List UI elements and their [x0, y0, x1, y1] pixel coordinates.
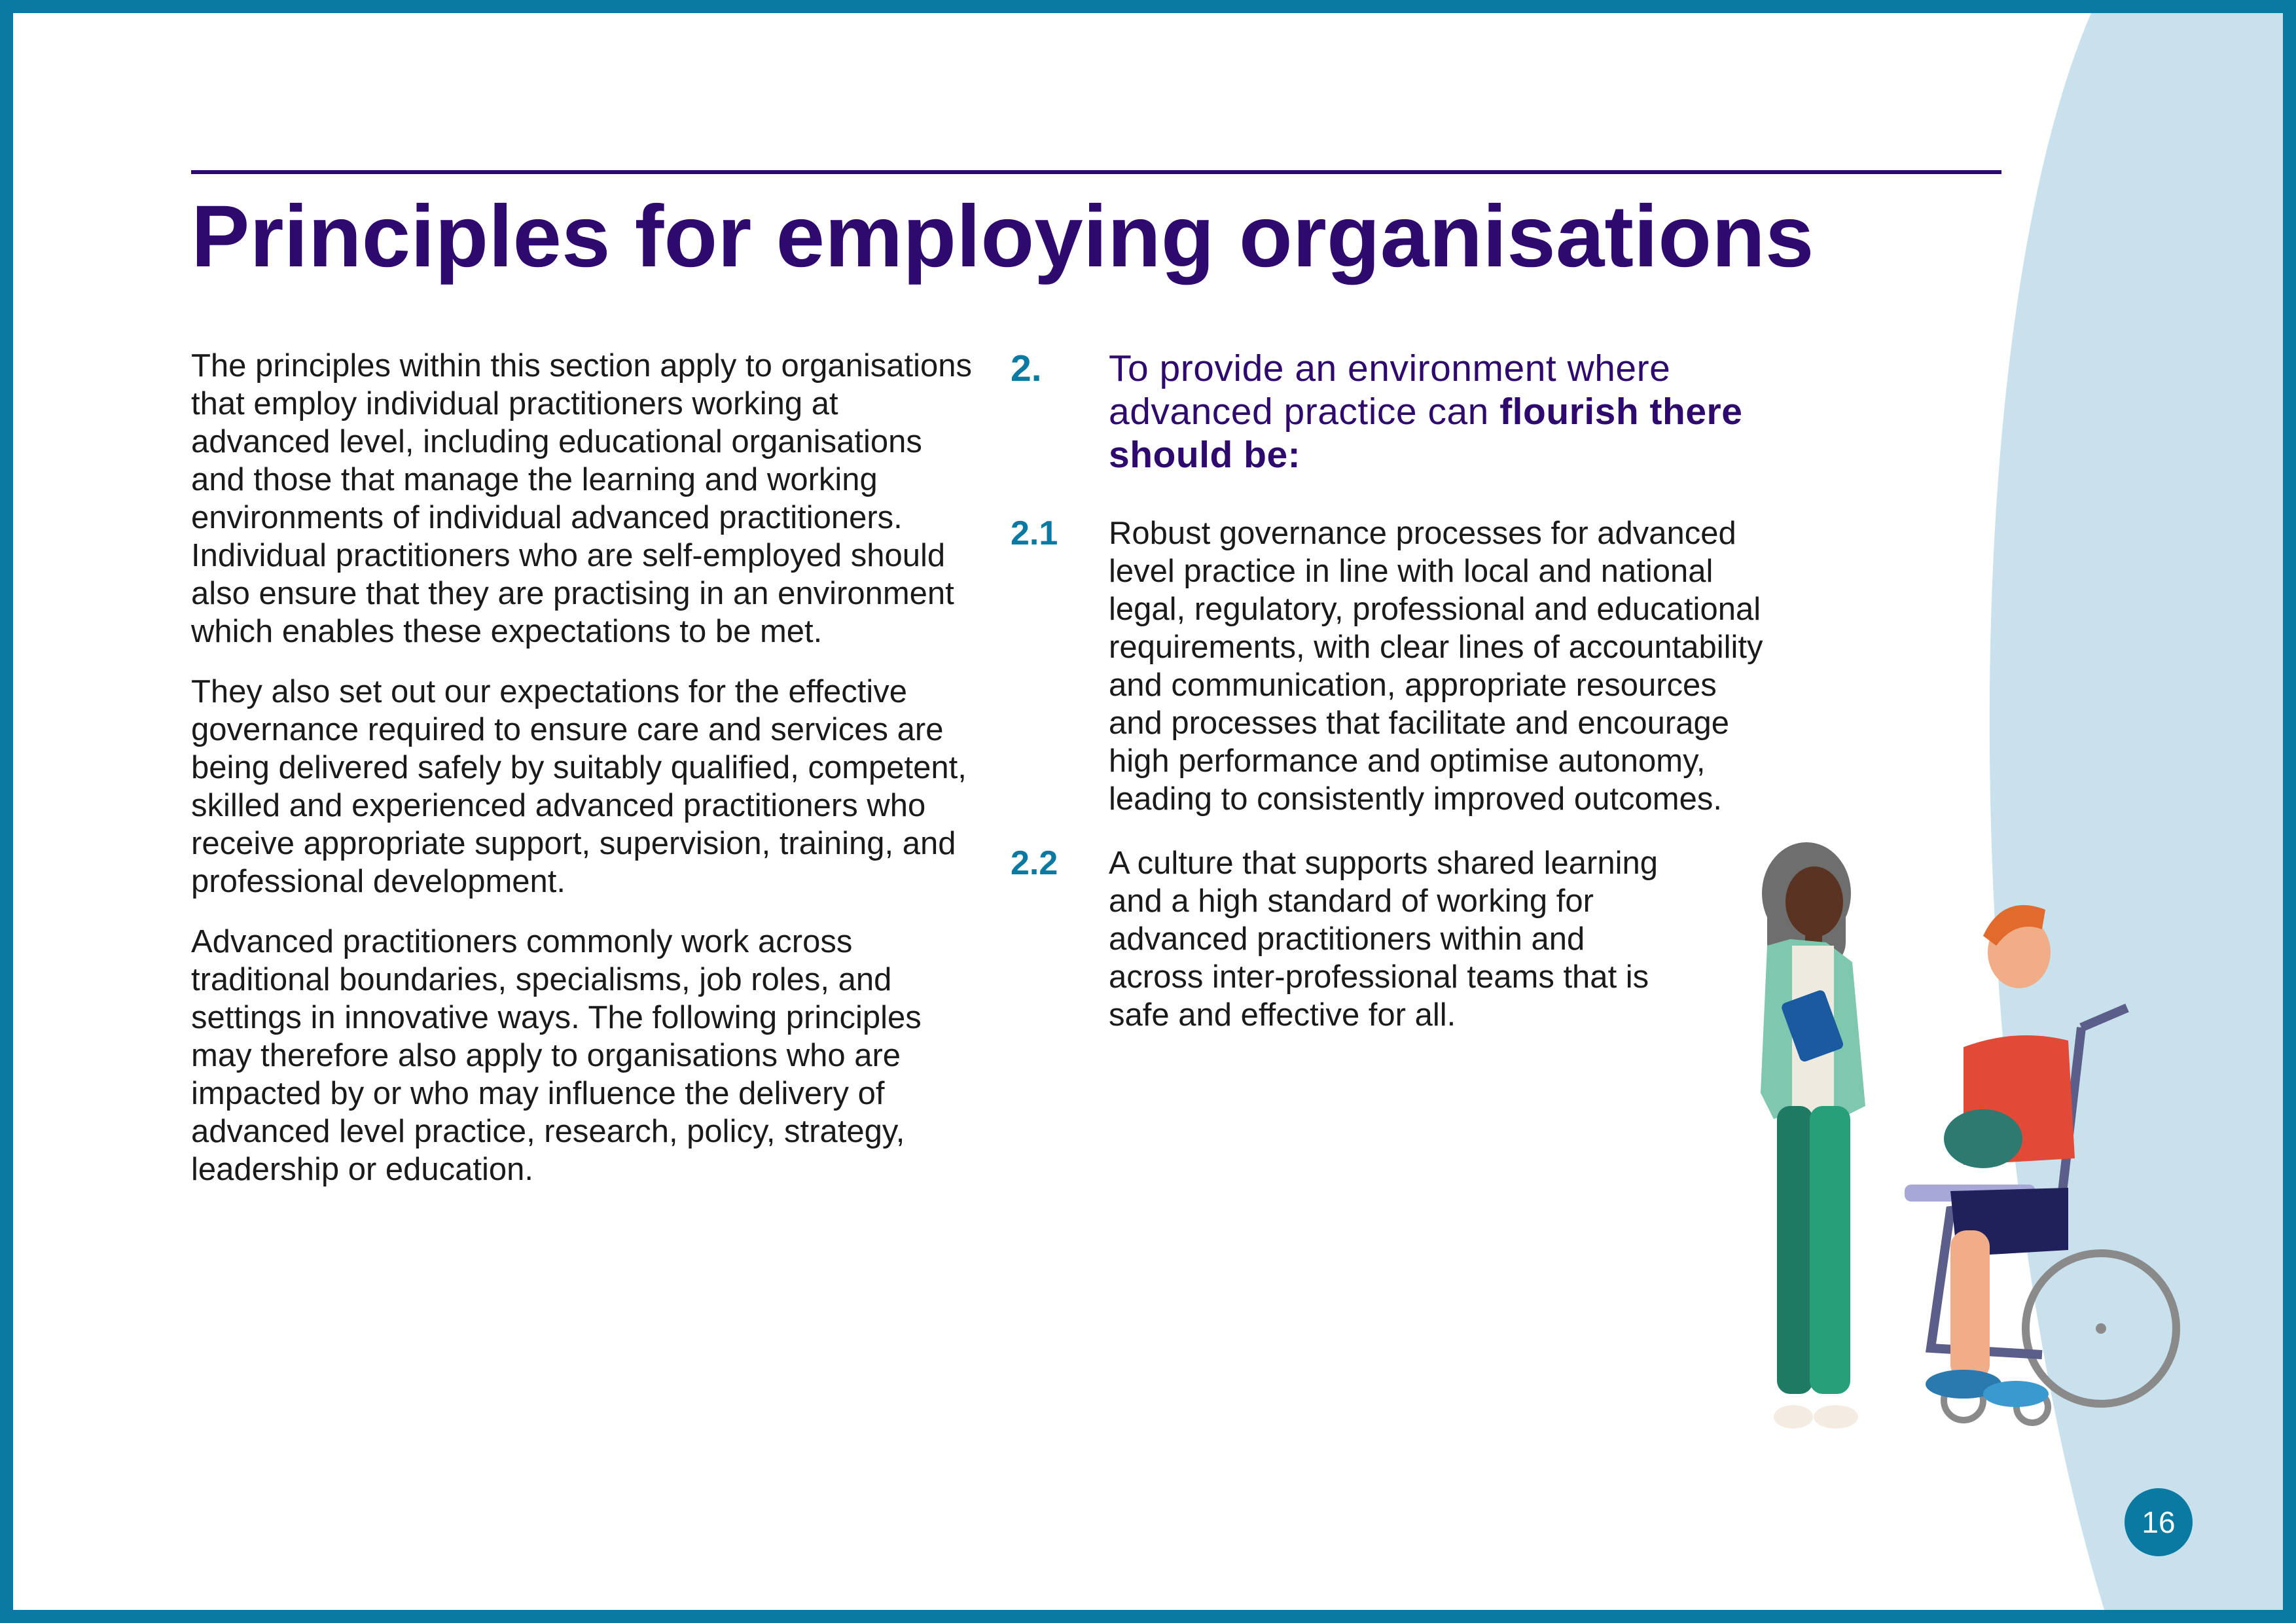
principle-number: 2.2	[1011, 844, 1058, 882]
section-number: 2.	[1011, 348, 1042, 389]
standing-practitioner-figure	[1761, 842, 1865, 1429]
practitioner-and-patient-in-wheelchair-illustration	[1676, 831, 2199, 1459]
section-heading-emphasis: flourish there should be:	[1109, 391, 1743, 476]
section-heading	[1011, 347, 1796, 476]
wheelchair-patient-figure	[1905, 905, 2176, 1423]
section-heading-text	[1109, 347, 1796, 476]
principle-number: 2.1	[1011, 514, 1058, 552]
page-number-badge: 16	[2125, 1488, 2193, 1556]
section-heading-lead: To provide an environment where advanced practice can	[1109, 348, 1671, 433]
intro-paragraph: Advanced practitioners commonly work across traditional boundaries, specialisms, job roles, and settings in innovative ways. The following principles may therefore also apply to organisations who are impacted by or who may influence the delivery of advanced level practice, research, policy, strategy, leadership or education.	[191, 924, 922, 1187]
principle-text: Robust governance processes for advanced level practice in line with local and national legal, regulatory, professional and educational requirements, with clear lines of accountability and communication, appropriate resources and processes that facilitate and encourage high performance and optimise autonomy, leading to consistently improved outcomes.	[1109, 516, 1763, 817]
page-title: Principles for employing organisations	[191, 188, 1814, 285]
intro-paragraph: The principles within this section apply to organisations that employ individual practitioners working at advanced level, including educational organisations and those that manage the learning and working environments of individual advanced practitioners. Individual practitioners who are self-employed should also ensure that they are practising in an environment which enables these expectations to be met.	[191, 348, 972, 649]
intro-column	[191, 347, 983, 1211]
principle-text: A culture that supports shared learning and a high standard of working for advanced practitioners within and across inter-professional teams that is safe and effective for all.	[1109, 846, 1658, 1033]
principle-item	[1011, 514, 1796, 818]
intro-paragraph: They also set out our expectations for the effective governance required to ensure care and services are being delivered safely by suitably qualified, competent, skilled and experienced advanced practitioners who receive appropriate support, supervision, training, and professional development.	[191, 674, 967, 899]
title-rule	[191, 170, 2001, 174]
